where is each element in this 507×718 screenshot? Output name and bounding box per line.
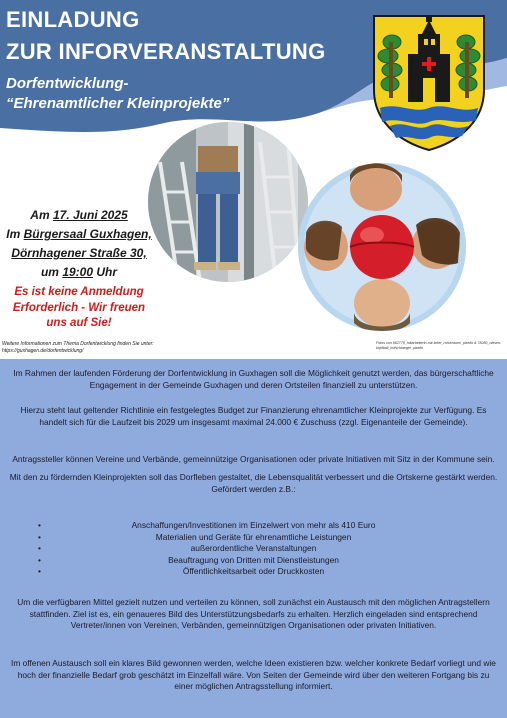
funding-list xyxy=(8,520,499,578)
page-title-line-1: EINLADUNG xyxy=(6,7,140,32)
venue-prefix: Im xyxy=(6,227,24,241)
list-item xyxy=(8,555,499,567)
list-item-text: Beauftragung von Dritten mit Dienstleistungen xyxy=(168,554,339,565)
kids-ball-photo xyxy=(298,163,466,331)
photo-credit: Fotos von 962775_mitarbeiterin-mit-leiter_rorsenturm_pixelio & 78280_niesen-kopfball_hofschlaeger_pixelio xyxy=(376,341,502,350)
registration-notice: Es ist keine Anmeldung Erforderlich - Wir freuen uns auf Sie! xyxy=(12,286,146,329)
paragraph-exchange: Um die verfügbaren Mittel gezielt nutzen und verteilen zu können, soll zunächst ein Austausch mit den möglichen Antragstellern stattfinden. Ziel ist es, ein genaueres Bild des Unterstützungsbedarfs zu erhalten. Herzlich eingeladen sind entsprechend Vertreter/innen von Vereinen, Verbänden, gemeinnützigen Organisationen oder privaten Initiativen. xyxy=(17,597,490,630)
paragraph-intro: Im Rahmen der laufenden Förderung der Dorfentwicklung in Guxhagen soll die Möglichkeit genutzt werden, das bürgerschaftliche Engagement in der Gemeinde Guxhagen und deren Ortsteilen finanziell zu unterstützen. xyxy=(13,368,494,390)
list-item-text: Anschaffungen/Investitionen im Einzelwert von mehr als 410 Euro xyxy=(131,520,376,530)
paragraph-outcome: Im offenen Austausch soll ein klares Bild gewonnen werden, welche Ideen existieren bzw. welcher konkrete Bedarf vorliegt und wie hoch der finanzielle Bedarf grob geschätzt im Einzelfall wäre. Von Seiten der Gemeinde wird über den weiteren Fortgang bis zu einer möglichen Antragsstellung informiert. xyxy=(11,658,496,691)
list-item xyxy=(8,532,499,544)
list-item xyxy=(8,566,499,578)
event-venue-line xyxy=(4,225,154,244)
main-text-panel xyxy=(0,359,507,718)
event-details xyxy=(4,206,154,282)
bullet-icon: • xyxy=(38,566,41,576)
page-title-line-2: ZUR INFORVERANSTALTUNG xyxy=(6,39,326,64)
paragraph-applicants: Antragssteller können Vereine und Verbände, gemeinnützige Organisationen oder private Initiativen mit Sitz in der Kommune sein. xyxy=(12,454,495,464)
bullet-icon: • xyxy=(38,543,41,553)
event-date: 17. Juni 2025 xyxy=(52,208,128,222)
bullet-icon: • xyxy=(38,531,41,542)
list-item xyxy=(8,543,499,555)
date-prefix: Am xyxy=(30,208,53,222)
time-prefix: um xyxy=(40,265,63,279)
ladder-photo xyxy=(148,122,308,282)
paragraph-goals: Mit den zu fördernden Kleinprojekten soll das Dorfleben gestaltet, die Lebensqualität verbessert und die Ortskerne gestärkt werden. Gefördert werden z.B.: xyxy=(9,472,498,494)
event-street: Dörnhagener Straße 30, xyxy=(11,246,147,260)
subtitle-line-1: Dorfentwicklung- xyxy=(6,75,129,92)
bullet-icon: • xyxy=(38,554,41,565)
bullet-icon: • xyxy=(38,520,41,530)
list-item-text: außerordentliche Veranstaltungen xyxy=(190,543,317,553)
time-suffix: Uhr xyxy=(93,265,118,279)
event-date-line xyxy=(4,206,154,225)
list-item-text: Öffentlichkeitsarbeit oder Druckkosten xyxy=(182,566,325,576)
event-time-line xyxy=(4,263,154,282)
list-item-text: Materialien und Geräte für ehrenamtliche Leistungen xyxy=(155,531,352,542)
more-info-text: Weitere Informationen zum Thema Dorfentwicklung finden Sie unter: xyxy=(2,341,154,347)
subtitle-line-2: “Ehrenamtlicher Kleinprojekte” xyxy=(6,95,230,112)
more-info-link[interactable]: https://guxhagen.de/dorfentwicklung/ xyxy=(2,348,84,354)
paragraph-budget: Hierzu steht laut geltender Richtlinie ein festgelegtes Budget zur Finanzierung ehrenamtlicher Kleinprojekte zur Verfügung. Es handelt sich für die Laufzeit bis 2029 um insgesamt maximal 24.000 € Zuschuss (zzgl. Eigenanteile der Gemeinde). xyxy=(20,405,487,427)
event-venue: Bürgersaal Guxhagen, xyxy=(23,227,152,241)
event-time: 19:00 xyxy=(62,265,94,279)
more-info-note xyxy=(2,341,232,355)
list-item xyxy=(8,520,499,532)
coat-of-arms-icon xyxy=(368,12,490,152)
